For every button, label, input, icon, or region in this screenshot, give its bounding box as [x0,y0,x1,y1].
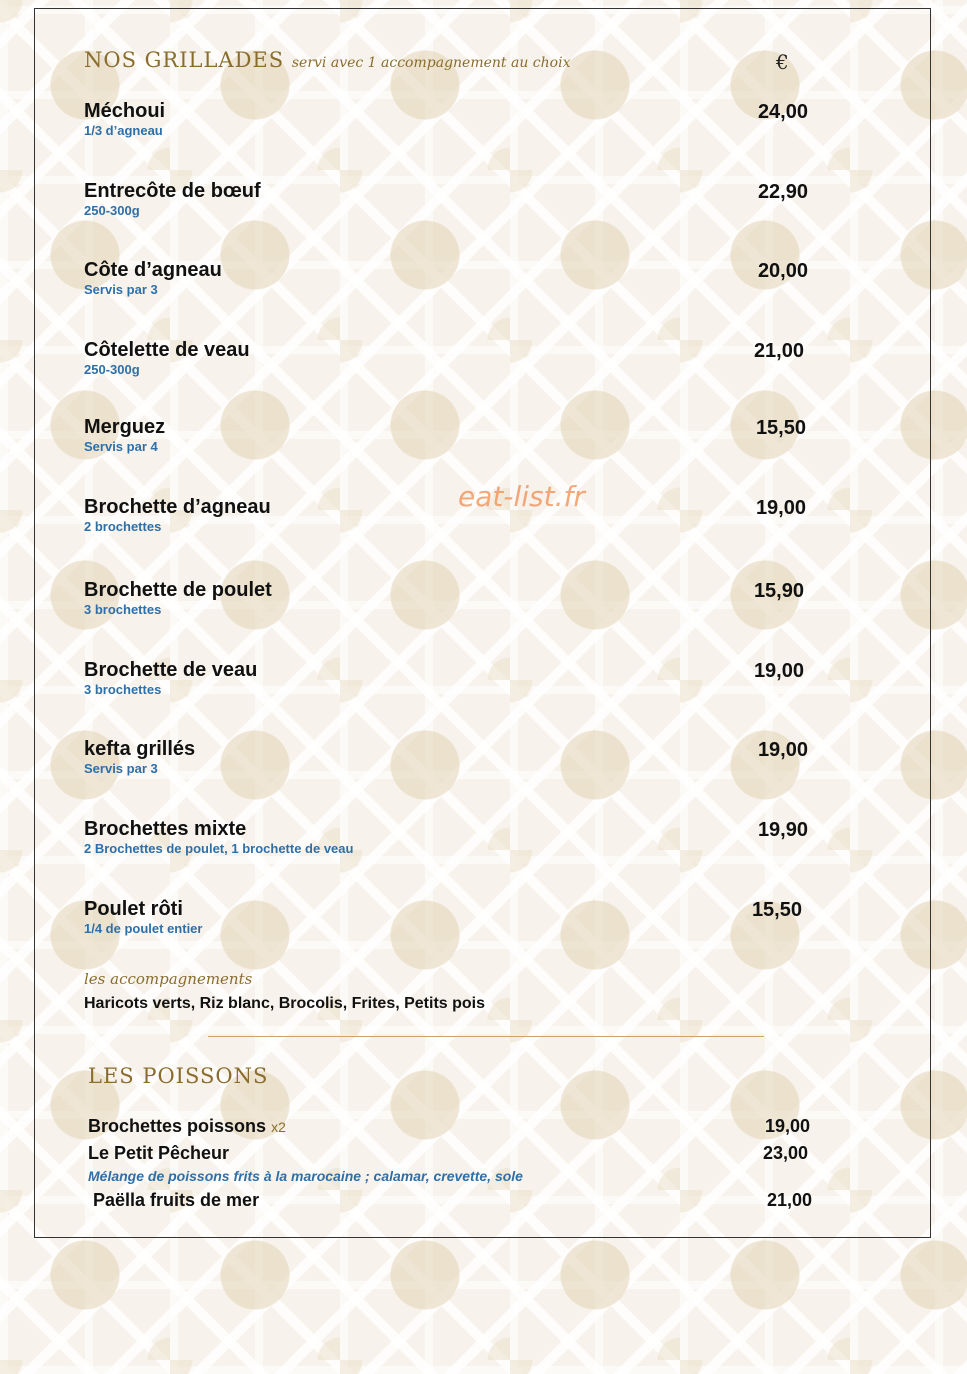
item-desc: Servis par 3 [84,282,158,297]
item-name: Entrecôte de bœuf [84,180,261,202]
item-desc: 1/4 de poulet entier [84,921,203,936]
item-price: 19,00 [755,497,806,519]
menu-item [84,818,353,856]
menu-item [84,100,165,138]
item-name: Brochette d’agneau [84,496,271,518]
item-price: 19,00 [764,1116,810,1136]
item-desc: Servis par 3 [84,761,158,776]
section-divider [208,1036,764,1037]
menu-item [84,416,165,454]
item-price: 24,00 [757,101,808,123]
item-name: Le Petit Pêcheur [88,1143,230,1163]
item-desc: 250-300g [84,362,140,377]
item-name: Poulet rôti [84,898,183,920]
menu-item [84,898,202,936]
item-name: Brochette de poulet [84,579,272,601]
menu-item [84,339,250,377]
item-price: 15,50 [751,899,802,921]
menu-item [84,738,195,776]
menu-item [84,259,222,297]
item-desc: 3 brochettes [84,602,162,617]
watermark: eat-list.fr [458,480,585,513]
item-price: 21,00 [753,340,804,362]
item-desc: 2 Brochettes de poulet, 1 brochette de veau [84,841,354,856]
item-price: 22,90 [757,181,808,203]
item-name: Côte d’agneau [84,259,222,281]
item-price: 23,00 [762,1143,808,1163]
item-price: 20,00 [757,260,808,282]
item-name: kefta grillés [84,738,196,760]
item-price: 19,00 [753,660,804,682]
item-name: Brochette de veau [84,659,258,681]
currency-symbol: € [776,50,789,74]
grillades-subtitle: servi avec 1 accompagnement au choix [291,55,571,71]
item-price: 19,00 [757,739,808,761]
item-quantity: x2 [271,1119,286,1135]
item-price: 21,00 [766,1190,812,1210]
item-name: Méchoui [84,100,166,122]
item-name: Merguez [84,416,166,438]
item-name: Brochettes mixte [84,818,247,840]
menu-item [84,659,257,697]
grillades-title: NOS GRILLADES [84,48,285,72]
item-name: Brochettes poissons [88,1116,267,1136]
item-desc: Servis par 4 [84,439,158,454]
accompagnements-title: les accompagnements [84,970,253,988]
menu-item [84,496,271,534]
item-desc: 3 brochettes [84,682,162,697]
item-desc: 1/3 d’agneau [84,123,163,138]
item-name: Paëlla fruits de mer [93,1190,260,1210]
item-price: 19,90 [757,819,808,841]
item-price: 15,50 [755,417,806,439]
fish-item [88,1116,286,1137]
poissons-title: LES POISSONS [88,1064,269,1088]
item-desc: Mélange de poissons frits à la marocaine ; calamar, crevette, sole [88,1168,523,1184]
item-desc: 2 brochettes [84,519,162,534]
item-desc: 250-300g [84,203,140,218]
item-name: Côtelette de veau [84,339,250,361]
menu-item [84,579,272,617]
item-price: 15,90 [753,580,804,602]
menu-item [84,180,261,218]
section-title-grillades [84,48,570,72]
accompagnements-list: Haricots verts, Riz blanc, Brocolis, Frites, Petits pois [84,995,486,1012]
